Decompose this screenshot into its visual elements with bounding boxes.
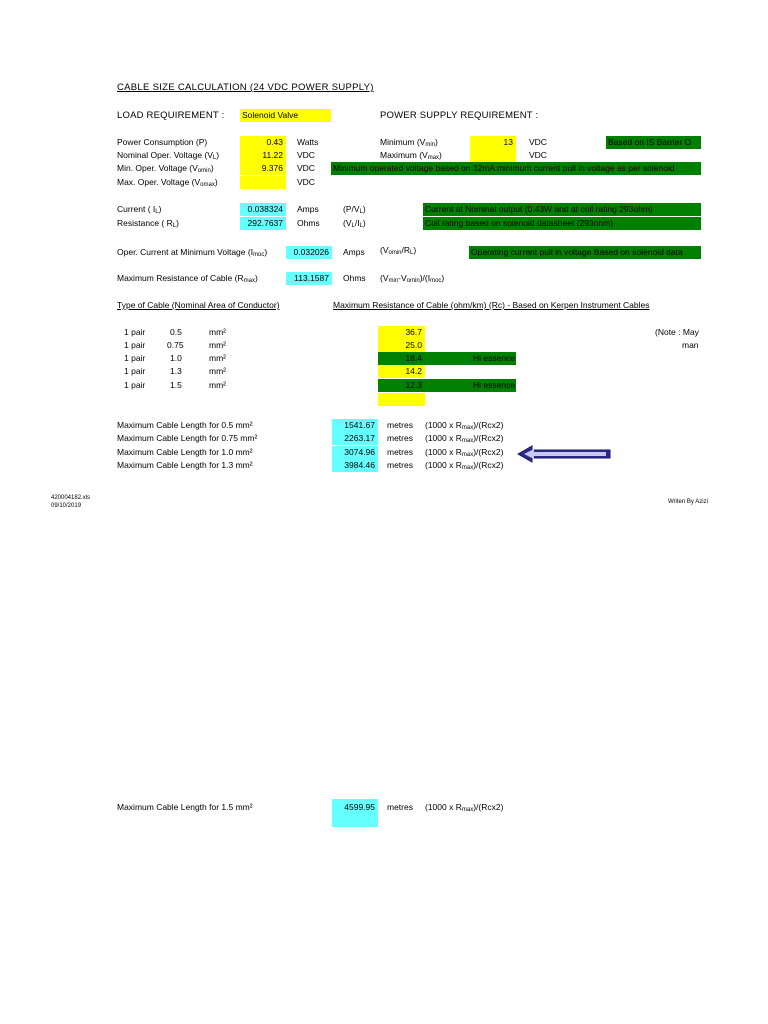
power-consumption-value[interactable]: 0.43 [240,136,286,149]
cable-note-line2: man [682,340,699,350]
max-resistance-formula: $(V_{min}-V_{omin})/(I_{moc})$ [380,273,445,284]
supply-min-unit: VDC [529,137,547,147]
file-name: 420004182.xls [51,495,91,501]
left-arrow-icon [516,444,612,464]
supply-max-value[interactable] [470,149,516,162]
cable-pair: 1 pair [124,353,146,363]
cable-area-unit: mm² [209,366,226,376]
page-title: CABLE SIZE CALCULATION (24 VDC POWER SUPPLY) [117,82,374,93]
cable-area-unit: mm² [209,340,226,350]
nominal-voltage-value[interactable]: 11.22 [240,149,286,162]
length-formula: (1000 x $R_{max})/(Rcx2)$ [425,433,504,444]
length-value-1-5[interactable]: 4599.95 [332,799,378,827]
power-supply-header: POWER SUPPLY REQUIREMENT : [380,110,539,121]
load-requirement-header: LOAD REQUIREMENT : [117,110,225,121]
max-voltage-unit: VDC [297,177,315,187]
cable-tag: Hi essence [425,379,516,392]
file-date: 09/10/2019 [51,503,82,509]
length-value[interactable]: 3984.46 [332,459,378,472]
oper-current-value[interactable]: 0.032026 [286,246,332,259]
length-formula-1-5: (1000 x $R_{max})/(Rcx2)$ [425,802,504,813]
length-unit-1-5: metres [387,802,413,812]
oper-current-label: Oper. Current at Minimum Voltage $(I_{moc})$ [117,247,268,258]
length-unit: metres [387,447,413,457]
resistance-formula: $(V_L/I_L)$ [343,218,366,229]
cable-area-unit: mm² [209,380,226,390]
min-voltage-value[interactable]: 9.376 [240,162,286,175]
supply-max-unit: VDC [529,150,547,160]
oper-current-formula: $(V_{omin}/R_L)$ [380,245,417,256]
max-voltage-value[interactable] [240,176,286,189]
cable-tag: Hi essence [425,352,516,365]
supply-max-label: Maximum $(V_{max})$ [380,150,442,161]
current-note: Current at Nominal output (0.43W and at coil rating 293ohm) [423,203,701,216]
device-cell[interactable]: Solenoid Valve [240,109,331,122]
cable-area: 0.75 [167,340,184,350]
length-unit: metres [387,420,413,430]
cable-rc-value[interactable]: 25.0 [378,339,425,352]
length-formula: (1000 x $R_{max})/(Rcx2)$ [425,460,504,471]
cable-pair: 1 pair [124,380,146,390]
supply-note: Based on IS Barrier O [606,136,701,149]
length-label: Maximum Cable Length for 0.75 mm² [117,433,258,443]
cable-rc-value[interactable]: 12.3 [378,379,425,392]
nominal-voltage-unit: VDC [297,150,315,160]
cable-rc-value[interactable]: 18.4 [378,352,425,365]
supply-min-label: Minimum $(V_{min})$ [380,137,438,148]
cable-pair: 1 pair [124,327,146,337]
power-consumption-label: Power Consumption (P) [117,137,208,147]
min-voltage-note: Minimum operated voltage based on 32mA minimum current pull in voltage as per solenoid [331,162,701,175]
length-value[interactable]: 3074.96 [332,446,378,459]
max-voltage-label: Max. Oper. Voltage $(V_{omax})$ [117,177,218,188]
length-formula: (1000 x $R_{max})/(Rcx2)$ [425,447,504,458]
oper-current-unit: Amps [343,247,365,257]
resistance-note: Coil rating based on solenoid datasheet (293ohm) [423,217,701,230]
current-label: Current ( $I_L$) [117,204,162,215]
author-credit: Writen By Azizi [668,499,708,505]
current-formula: $(P/V_L)$ [343,204,366,215]
cable-area: 1.3 [170,366,182,376]
length-label: Maximum Cable Length for 1.0 mm² [117,447,253,457]
cable-pair: 1 pair [124,366,146,376]
resistance-value[interactable]: 292.7637 [240,217,286,230]
max-resistance-label: Maximum Resistance of Cable $(R_{max})$ [117,273,258,284]
length-unit: metres [387,460,413,470]
resistance-label: Resistance ( $R_L$) [117,218,179,229]
min-voltage-unit: VDC [297,163,315,173]
cable-pair: 1 pair [124,340,146,350]
length-label-1-5: Maximum Cable Length for 1.5 mm² [117,802,253,812]
length-label: Maximum Cable Length for 0.5 mm² [117,420,253,430]
current-value[interactable]: 0.038324 [240,203,286,216]
cable-area-unit: mm² [209,327,226,337]
cable-area-unit: mm² [209,353,226,363]
cable-area: 0.5 [170,327,182,337]
current-unit: Amps [297,204,319,214]
cable-area: 1.5 [170,380,182,390]
max-resistance-value[interactable]: 113.1587 [286,272,332,285]
resistance-unit: Ohms [297,218,320,228]
nominal-voltage-label: Nominal Oper. Voltage $(V_L)$ [117,150,220,161]
power-consumption-unit: Watts [297,137,319,147]
cable-note-line1: (Note : May [655,327,699,337]
cable-area: 1.0 [170,353,182,363]
length-formula: (1000 x $R_{max})/(Rcx2)$ [425,420,504,431]
cable-rc-empty[interactable] [378,393,425,406]
length-unit: metres [387,433,413,443]
cable-rc-value[interactable]: 14.2 [378,365,425,378]
cable-rc-value[interactable]: 36.7 [378,326,425,339]
length-label: Maximum Cable Length for 1.3 mm² [117,460,253,470]
max-resistance-unit: Ohms [343,273,366,283]
cable-type-header: Type of Cable (Nominal Area of Conductor) [117,300,280,310]
oper-current-note: Operating current pull in voltage Based on solenoid data [469,246,701,259]
length-value[interactable]: 2263.17 [332,432,378,445]
length-value[interactable]: 1541.67 [332,419,378,432]
supply-min-value[interactable]: 13 [470,136,516,149]
cable-resistance-header: Maximum Resistance of Cable (ohm/km) (Rc) - Based on Kerpen Instrument Cables [333,300,650,310]
min-voltage-label: Min. Oper. Voltage $(V_{omin})$ [117,163,214,174]
